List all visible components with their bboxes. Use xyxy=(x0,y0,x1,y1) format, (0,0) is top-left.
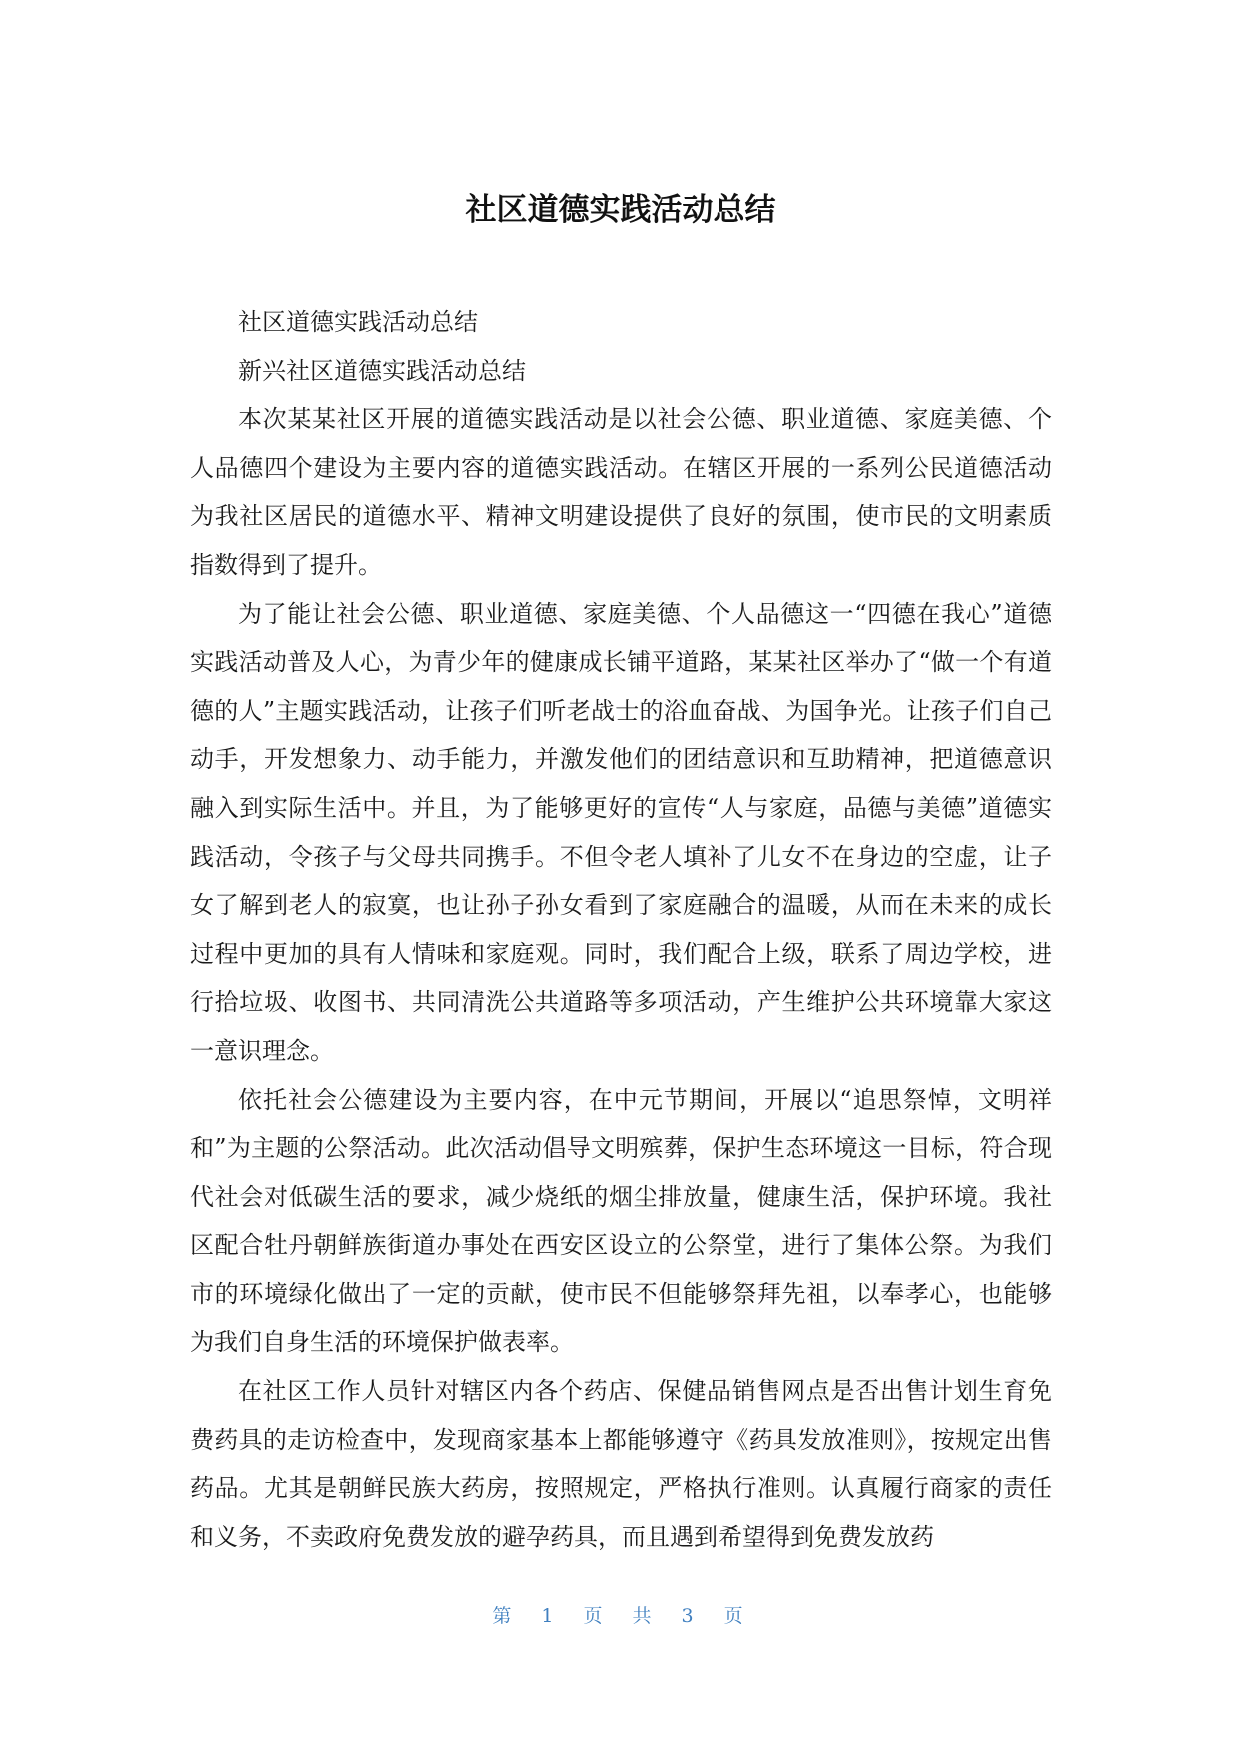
paragraph-1: 社区道德实践活动总结 xyxy=(238,308,478,336)
paragraph-2: 新兴社区道德实践活动总结 xyxy=(238,356,526,385)
document-title: 社区道德实践活动总结 xyxy=(465,192,776,228)
document-body xyxy=(190,298,1052,1561)
paragraph-5: 依托社会公德建设为主要内容，在中元节期间，开展以“追思祭悼，文明祥和”为主题的公祭活动。此次活动倡导文明殡葬，保护生态环境这一目标，符合现代社会对低碳生活的要求，减少烧纸的烟尘排放量，健康生活，保护环境。我社区配合牡丹朝鲜族街道办事处在西安区设立的公祭堂，进行了集体公祭。为我们市的环境绿化做出了一定的贡献，使市民不但能够祭拜先祖，以奉孝心，也能够为我们自身生活的环境保护做表率。 xyxy=(190,1085,1052,1357)
paragraph-6: 在社区工作人员针对辖区内各个药店、保健品销售网点是否出售计划生育免费药具的走访检查中，发现商家基本上都能够遵守《药具发放准则》，按规定出售药品。尤其是朝鲜民族大药房，按照规定，严格执行准则。认真履行商家的责任和义务，不卖政府免费发放的避孕药具，而且遇到希望得到免费发放药 xyxy=(190,1377,1052,1551)
paragraph-4: 为了能让社会公德、职业道德、家庭美德、个人品德这一“四德在我心”道德实践活动普及人心，为青少年的健康成长铺平道路，某某社区举办了“做一个有道德的人”主题实践活动，让孩子们听老战士的浴血奋战、为国争光。让孩子们自己动手，开发想象力、动手能力，并激发他们的团结意识和互助精神，把道德意识融入到实际生活中。并且，为了能够更好的宣传“人与家庭，品德与美德”道德实践活动，令孩子与父母共同携手。不但令老人填补了儿女不在身边的空虚，让子女了解到老人的寂寞，也让孙子孙女看到了家庭融合的温暖，从而在未来的成长过程中更加的具有人情味和家庭观。同时，我们配合上级，联系了周边学校，进行拾垃圾、收图书、共同清洗公共道路等多项活动，产生维护公共环境靠大家这一意识理念。 xyxy=(190,599,1052,1065)
page-number-footer: 第 1 页 共 3 页 xyxy=(492,1605,749,1627)
paragraph-3: 本次某某社区开展的道德实践活动是以社会公德、职业道德、家庭美德、个人品德四个建设为主要内容的道德实践活动。在辖区开展的一系列公民道德活动为我社区居民的道德水平、精神文明建设提供了良好的氛围，使市民的文明素质指数得到了提升。 xyxy=(190,405,1052,579)
